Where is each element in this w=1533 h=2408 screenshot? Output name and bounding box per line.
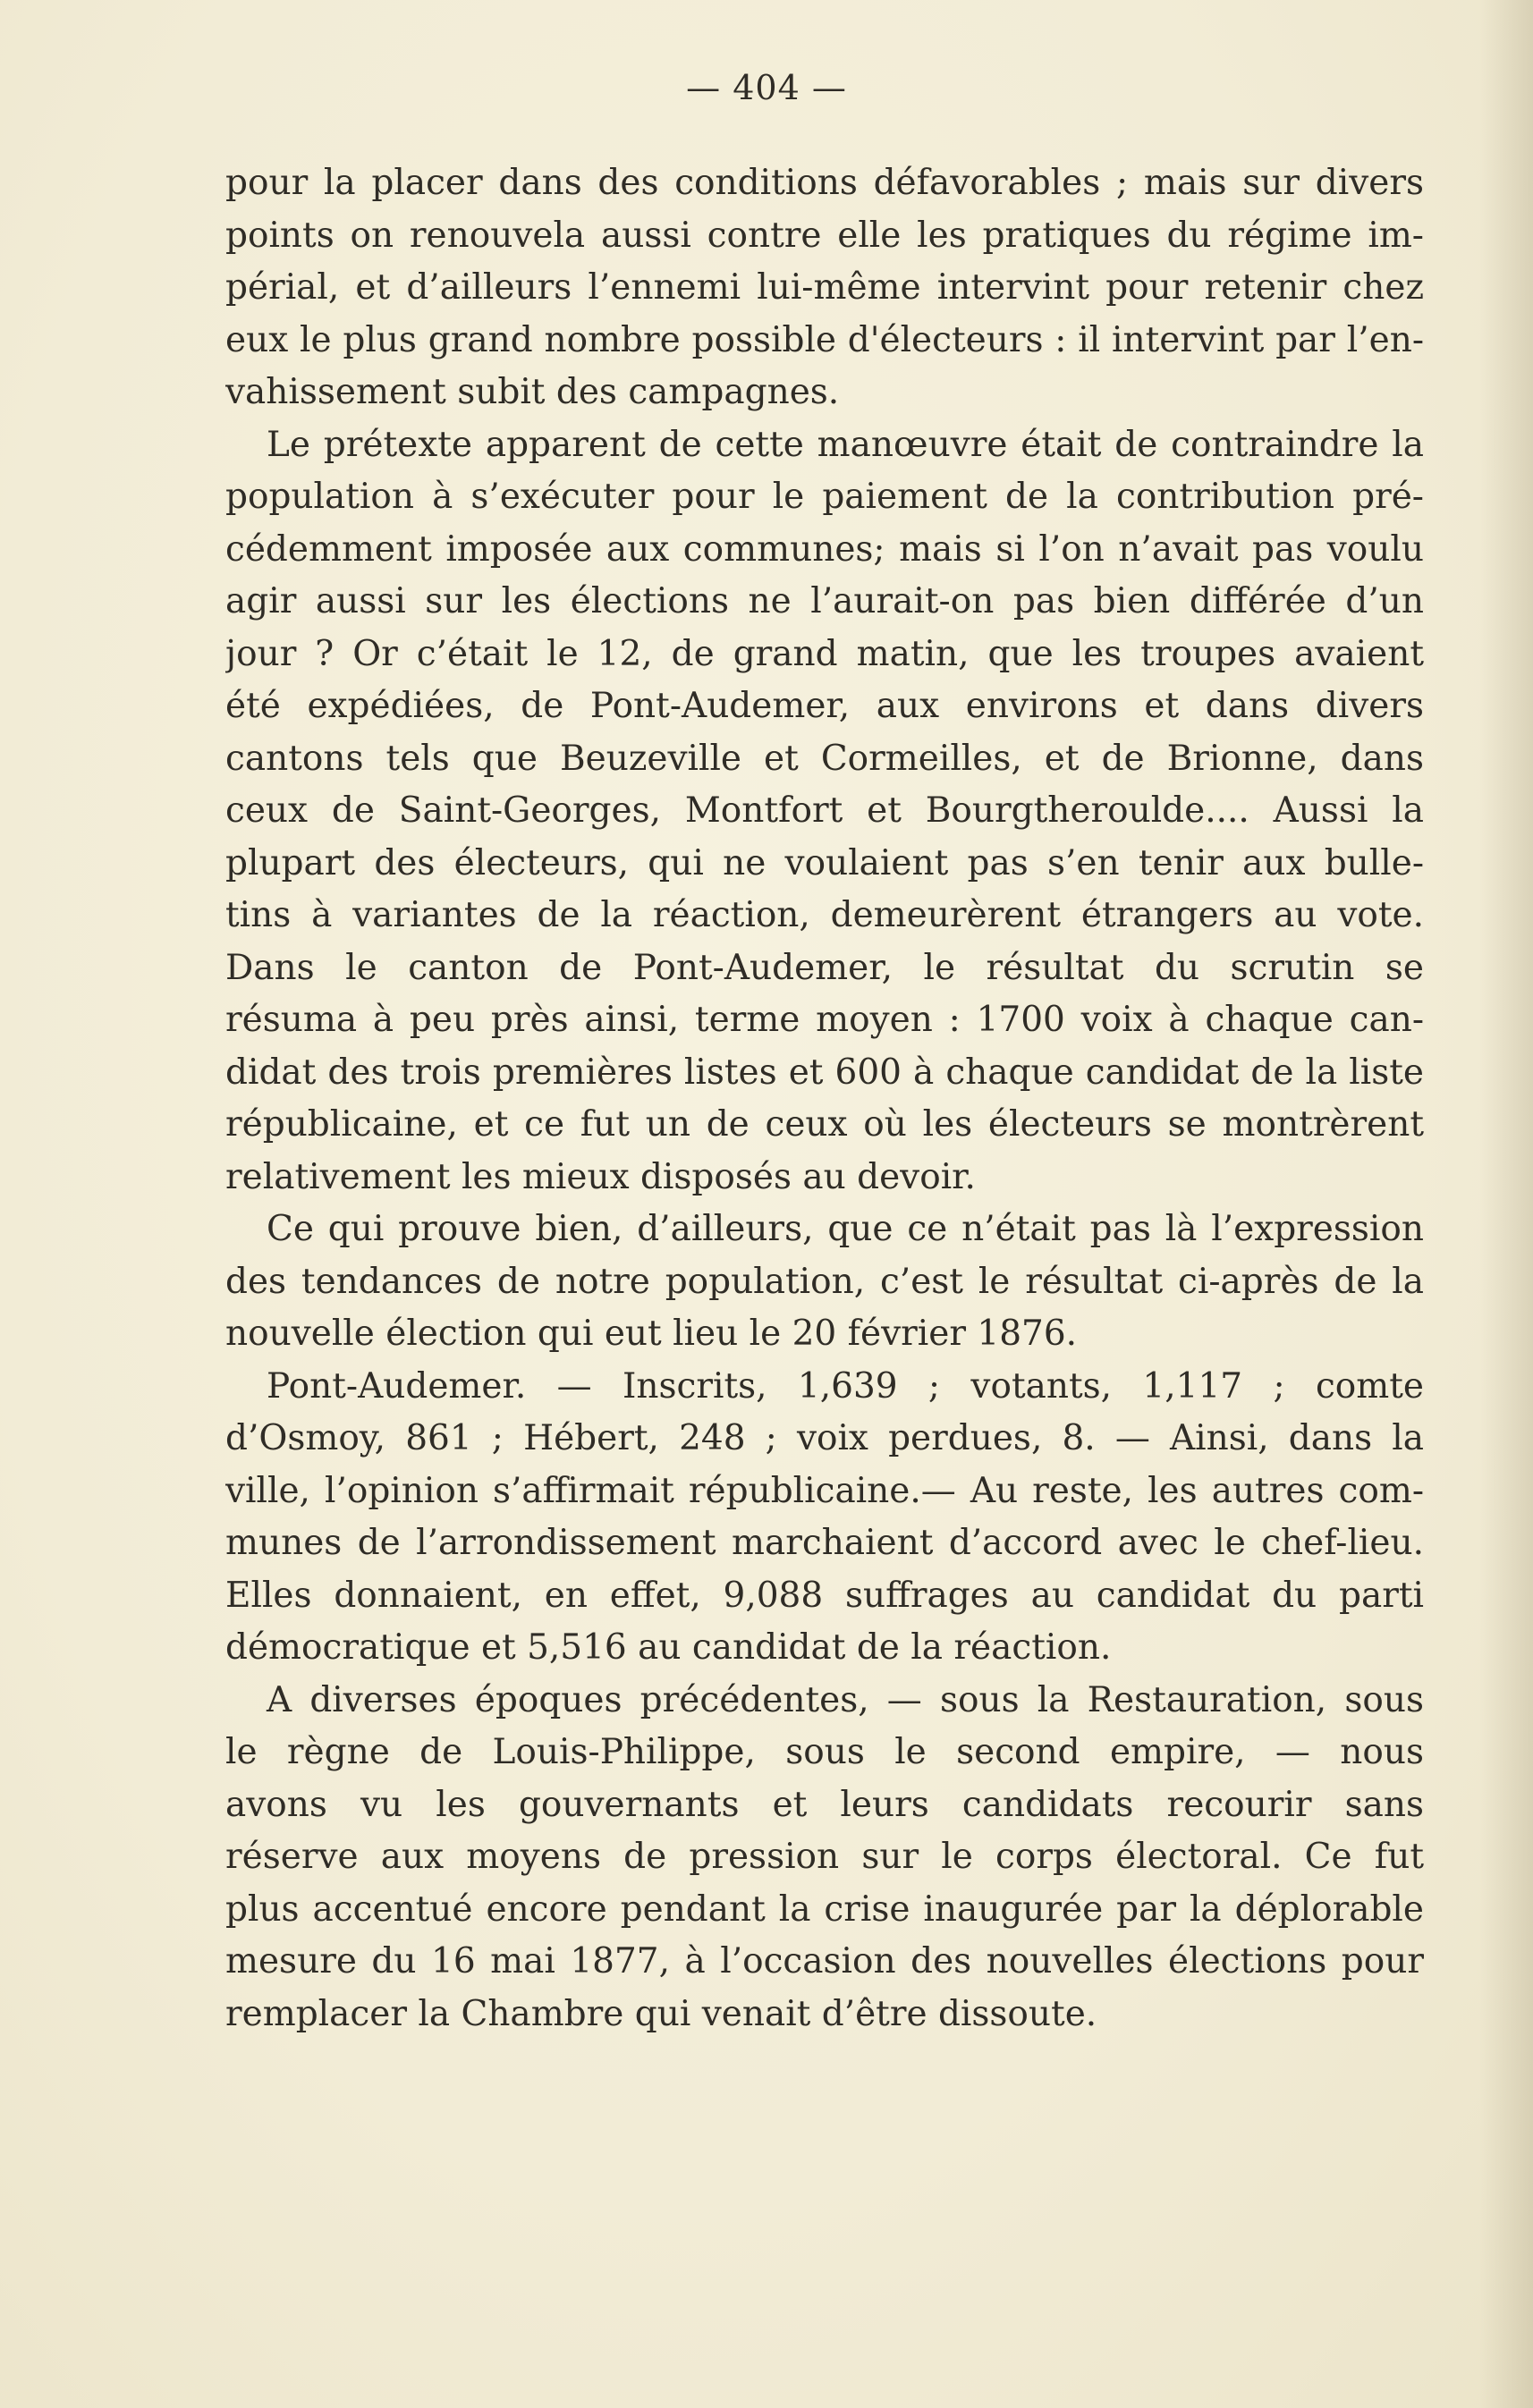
text-line: Elles donnaient, en effet, 9,088 suffrages au candidat du parti	[225, 1575, 1424, 1616]
text-line: été expédiées, de Pont-Audemer, aux environs et dans divers	[225, 686, 1424, 726]
text-line: plupart des électeurs, qui ne voulaient pas s’en tenir aux bulle-	[225, 842, 1424, 883]
text-line: ville, l’opinion s’affirmait républicaine.— Au reste, les autres com-	[225, 1470, 1424, 1511]
text-line: ceux de Saint-Georges, Montfort et Bourgtheroulde.... Aussi la	[225, 790, 1424, 831]
text-line: population à s’exécuter pour le paiement de la contribution pré-	[225, 477, 1424, 517]
body-text	[225, 157, 1424, 2040]
text-line: agir aussi sur les élections ne l’aurait-on pas bien différée d’un	[225, 581, 1424, 621]
text-line: périal, et d’ailleurs l’ennemi lui-même intervint pour retenir chez	[225, 267, 1424, 308]
text-line: vahissement subit des campagnes.	[225, 372, 840, 412]
text-line: avons vu les gouvernants et leurs candidats recourir sans	[225, 1784, 1424, 1825]
text-line: Le prétexte apparent de cette manœuvre était de contraindre la	[267, 424, 1424, 465]
text-line: remplacer la Chambre qui venait d’être dissoute.	[225, 1993, 1097, 2034]
text-line: points on renouvela aussi contre elle les pratiques du régime im-	[225, 215, 1424, 256]
text-line: le règne de Louis-Philippe, sous le second empire, — nous	[225, 1732, 1424, 1772]
page-edge-shadow	[1479, 0, 1533, 2408]
text-line: démocratique et 5,516 au candidat de la réaction.	[225, 1627, 1112, 1668]
text-line: didat des trois premières listes et 600 à chaque candidat de la liste	[225, 1052, 1424, 1093]
text-line: résuma à peu près ainsi, terme moyen : 1700 voix à chaque can-	[225, 1000, 1424, 1040]
text-line: mesure du 16 mai 1877, à l’occasion des nouvelles élections pour	[225, 1941, 1424, 1981]
text-line: nouvelle élection qui eut lieu le 20 février 1876.	[225, 1314, 1078, 1354]
text-line: réserve aux moyens de pression sur le corps électoral. Ce fut	[225, 1837, 1424, 1877]
text-line: relativement les mieux disposés au devoir.	[225, 1156, 976, 1197]
text-line: eux le plus grand nombre possible d'électeurs : il intervint par l’en-	[225, 319, 1424, 360]
text-line: cédemment imposée aux communes; mais si l’on n’avait pas voulu	[225, 528, 1424, 570]
text-line: tins à variantes de la réaction, demeurèrent étrangers au vote.	[225, 895, 1424, 935]
text-line: des tendances de notre population, c’est le résultat ci-après de la	[225, 1261, 1424, 1302]
page-number: — 404 —	[686, 68, 847, 107]
text-line: Pont-Audemer. — Inscrits, 1,639 ; votants, 1,117 ; comte	[267, 1365, 1424, 1407]
text-line: Dans le canton de Pont-Audemer, le résultat du scrutin se	[225, 947, 1424, 988]
text-line: républicaine, et ce fut un de ceux où les électeurs se montrèrent	[225, 1104, 1424, 1145]
text-line: cantons tels que Beuzeville et Cormeilles, et de Brionne, dans	[225, 738, 1424, 779]
text-line: A diverses époques précédentes, — sous la Restauration, sous	[267, 1679, 1424, 1720]
text-line: plus accentué encore pendant la crise inaugurée par la déplorable	[225, 1888, 1424, 1930]
text-line: pour la placer dans des conditions défavorables ; mais sur divers	[225, 163, 1424, 203]
text-line: Ce qui prouve bien, d’ailleurs, que ce n’était pas là l’expression	[267, 1209, 1424, 1249]
text-line: jour ? Or c’était le 12, de grand matin, que les troupes avaient	[225, 633, 1424, 674]
text-line: munes de l’arrondissement marchaient d’accord avec le chef-lieu.	[225, 1523, 1424, 1563]
text-line: d’Osmoy, 861 ; Hébert, 248 ; voix perdues, 8. — Ainsi, dans la	[225, 1418, 1424, 1458]
